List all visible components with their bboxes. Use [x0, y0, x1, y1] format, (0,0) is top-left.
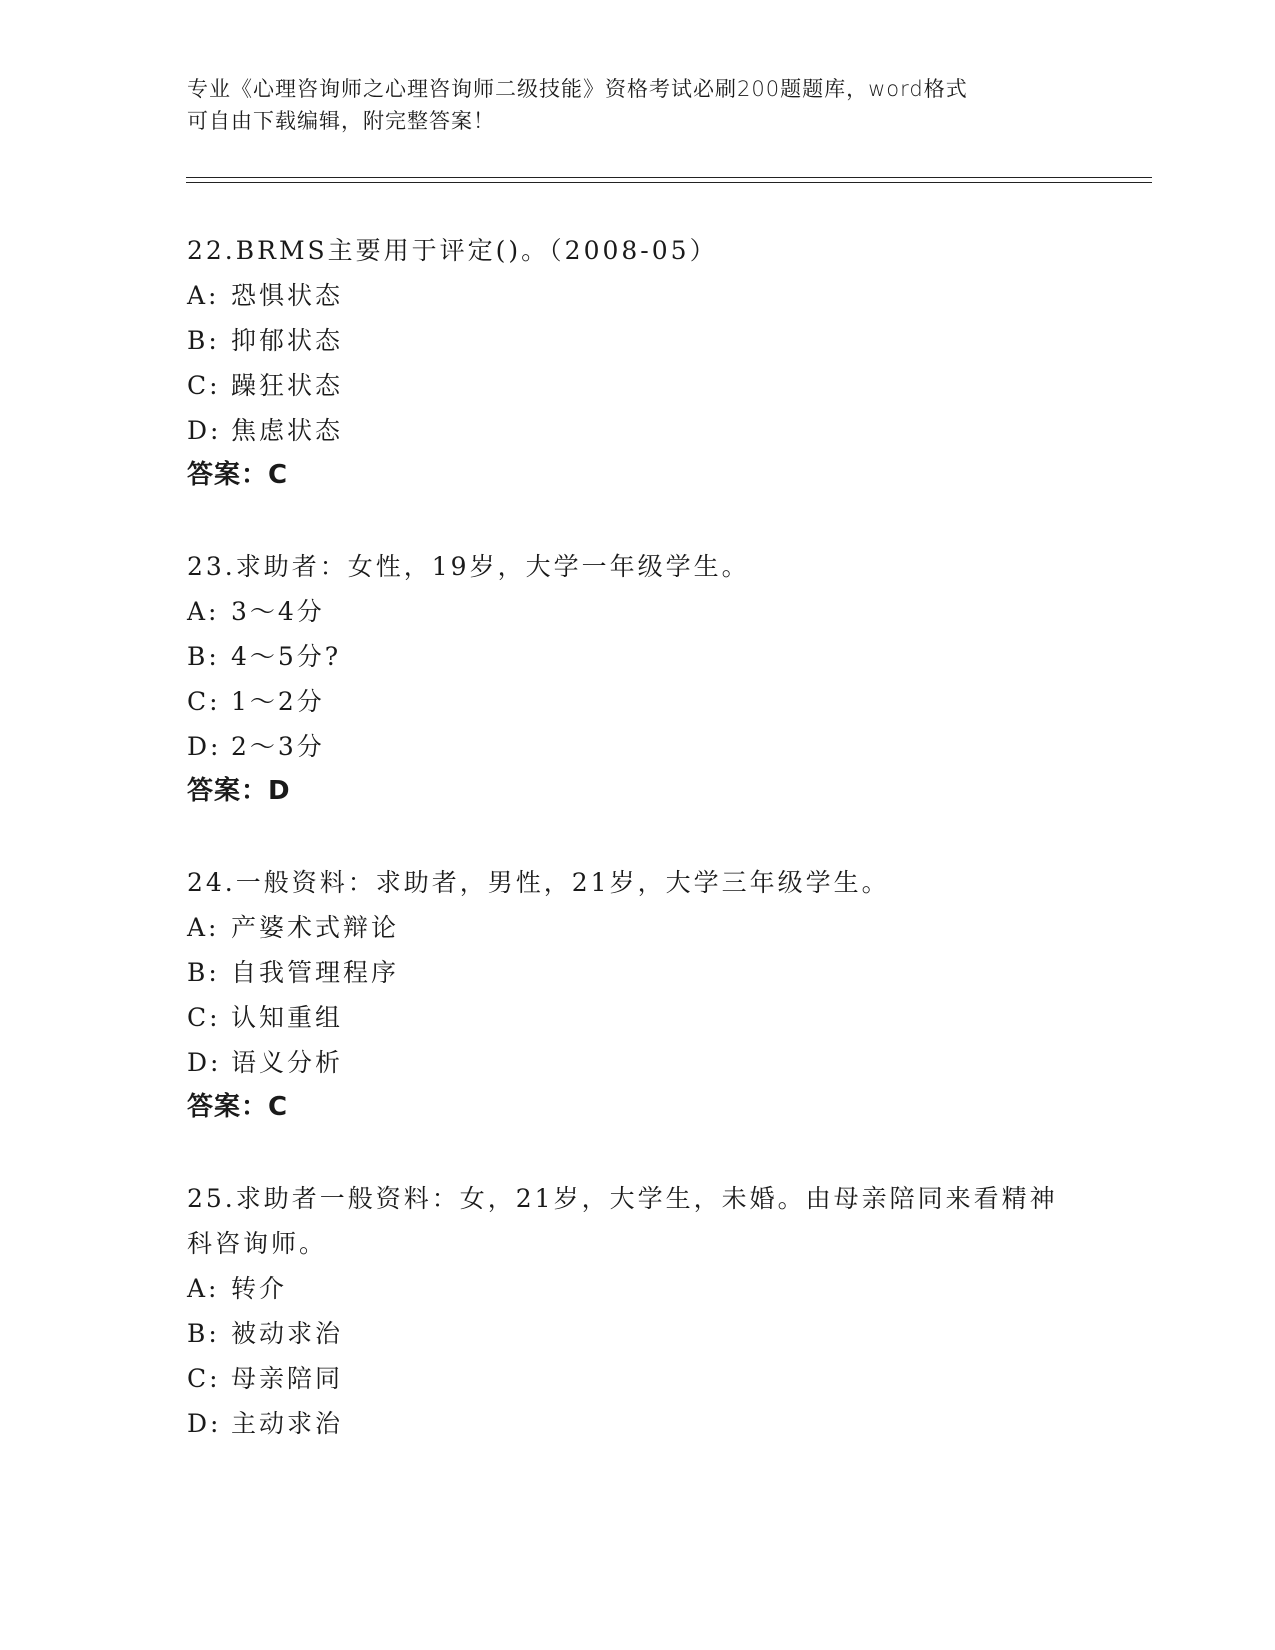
option-a: [187, 589, 1087, 634]
option-letter: A:: [187, 913, 220, 942]
header-divider-bottom: [186, 182, 1152, 183]
option-letter: C:: [187, 687, 221, 716]
option-letter: D:: [187, 1409, 222, 1438]
question-24: [187, 860, 1087, 1130]
option-text: 转介: [231, 1274, 288, 1303]
option-b: [187, 1311, 1087, 1356]
option-letter: B:: [187, 1319, 220, 1348]
option-text: 产婆术式辩论: [231, 913, 400, 942]
option-c: [187, 679, 1087, 724]
question-stem: 24.一般资料：求助者，男性，21岁，大学三年级学生。: [187, 868, 890, 897]
answer-line: 答案：D: [187, 776, 291, 806]
option-text: 恐惧状态: [231, 281, 344, 310]
option-c: [187, 1356, 1087, 1401]
option-text: 4～5分?: [231, 642, 342, 671]
option-text: 主动求治: [231, 1409, 344, 1438]
question-22: [187, 228, 1087, 498]
option-d: [187, 1401, 1087, 1446]
option-letter: B:: [187, 642, 220, 671]
option-text: 认知重组: [231, 1003, 344, 1032]
option-d: [187, 724, 1087, 769]
option-letter: D:: [187, 416, 222, 445]
option-a: [187, 273, 1087, 318]
option-letter: B:: [187, 958, 220, 987]
option-a: [187, 1266, 1087, 1311]
option-a: [187, 905, 1087, 950]
question-stem-line-1: 25.求助者一般资料：女，21岁，大学生，未婚。由母亲陪同来看精神: [187, 1184, 1058, 1213]
option-letter: A:: [187, 1274, 220, 1303]
option-d: [187, 1040, 1087, 1085]
option-text: 3～4分: [231, 597, 325, 626]
option-letter: C:: [187, 1003, 221, 1032]
header-line-2: 可自由下载编辑，附完整答案！: [187, 109, 495, 133]
header-line-1: 专业《心理咨询师之心理咨询师二级技能》资格考试必刷200题题库，word格式: [187, 77, 968, 101]
option-text: 自我管理程序: [231, 958, 400, 987]
question-stem-line-2: 科咨询师。: [187, 1229, 328, 1258]
option-b: [187, 318, 1087, 363]
option-c: [187, 995, 1087, 1040]
option-d: [187, 408, 1087, 453]
option-b: [187, 950, 1087, 995]
option-text: 语义分析: [231, 1048, 344, 1077]
question-stem: 23.求助者：女性，19岁，大学一年级学生。: [187, 552, 750, 581]
option-letter: B:: [187, 326, 220, 355]
option-text: 抑郁状态: [231, 326, 344, 355]
answer-line: 答案：C: [187, 460, 289, 490]
option-text: 被动求治: [231, 1319, 344, 1348]
option-b: [187, 634, 1087, 679]
question-stem: 22.BRMS主要用于评定()。（2008-05）: [187, 236, 718, 265]
option-text: 2～3分: [231, 732, 325, 761]
answer-line: 答案：C: [187, 1092, 289, 1122]
option-letter: A:: [187, 281, 220, 310]
document-header: [187, 73, 1087, 137]
option-text: 焦虑状态: [231, 416, 344, 445]
question-23: [187, 544, 1087, 814]
option-letter: D:: [187, 1048, 222, 1077]
option-text: 躁狂状态: [231, 371, 344, 400]
option-letter: C:: [187, 1364, 221, 1393]
option-letter: C:: [187, 371, 221, 400]
option-text: 母亲陪同: [231, 1364, 344, 1393]
option-letter: A:: [187, 597, 220, 626]
question-25: [187, 1176, 1087, 1446]
header-divider-top: [186, 177, 1152, 178]
option-text: 1～2分: [231, 687, 325, 716]
option-c: [187, 363, 1087, 408]
option-letter: D:: [187, 732, 222, 761]
